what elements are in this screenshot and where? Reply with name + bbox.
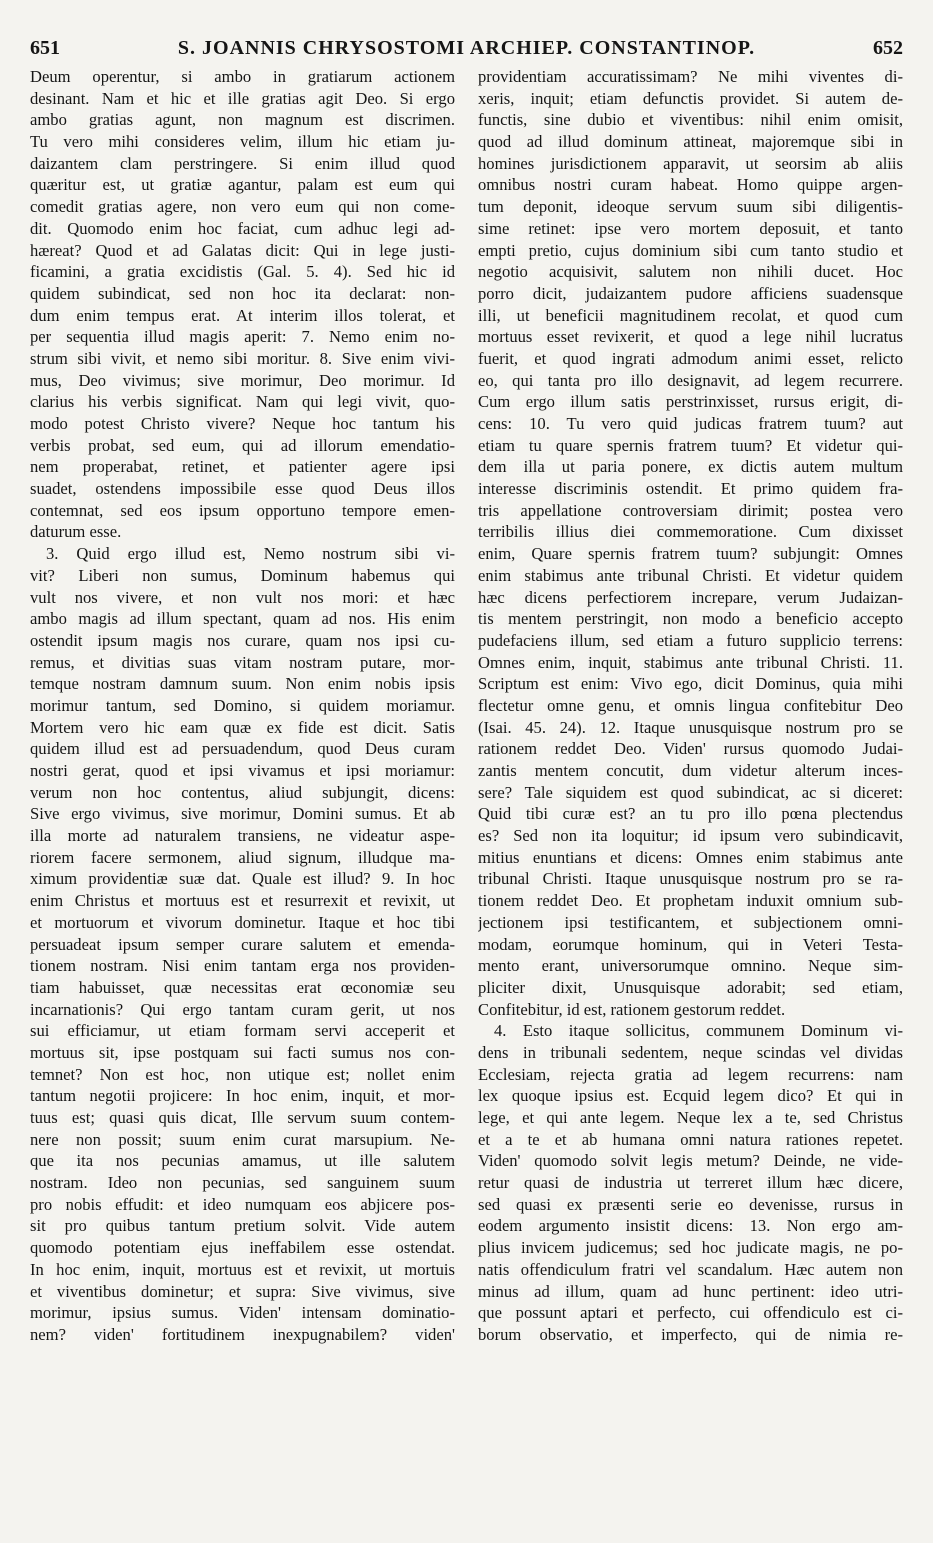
text-line: tantum negotii projicere: In hoc enim, inquit, et mor- bbox=[30, 1086, 455, 1106]
text-line: ximum providentiæ suæ dat. Quale est illud? 9. In hoc bbox=[30, 869, 455, 889]
text-line: ambo gratias agunt, non magnum est discrimen. bbox=[30, 110, 455, 130]
text-line: es? Sed non ita loquitur; id ipsum vero subindicavit, bbox=[478, 826, 903, 846]
text-line: etiam tu quare spernis fratrem tuum? Et videtur qui- bbox=[478, 435, 903, 455]
text-line: rationem reddet Deo. Viden' rursus quomodo Judai- bbox=[478, 739, 903, 759]
text-line: empti pretio, cujus dominium sibi cum tanto studio et bbox=[478, 240, 903, 260]
text-line: ficamini, a gratia excidistis (Gal. 5. 4). Sed hic id bbox=[30, 262, 455, 282]
text-line: mortuus sit, ipse postquam sui facti sumus nos con- bbox=[30, 1042, 455, 1062]
text-line: Confitebitur, id est, rationem gestorum reddet. bbox=[478, 999, 786, 1019]
text-line: Omnes enim, inquit, stabimus ante tribunal Christi. 11. bbox=[478, 652, 903, 672]
text-line: que ita nos pecunias amamus, ut ille salutem bbox=[30, 1151, 455, 1171]
text-line: dum enim tempus erat. At interim illos tolerat, et bbox=[30, 305, 455, 325]
page-number-right: 652 bbox=[873, 37, 903, 59]
text-line: ambo magis ad illum spectant, quam ad nos. His enim bbox=[30, 609, 455, 629]
text-line: verum non hoc contentus, aliud subjungit, dicens: bbox=[30, 782, 455, 802]
text-line: clarius his verbis significat. Nam qui legi vivit, quo- bbox=[30, 392, 455, 412]
text-line: functis, sine dubio et viventibus: nihil enim omisit, bbox=[478, 110, 903, 130]
text-line: persuadeat ipsum semper curare salutem et emenda- bbox=[30, 934, 455, 954]
text-line: omnibus nostri curam habeat. Homo quippe argen- bbox=[478, 175, 903, 195]
text-line: sui efficiamur, ut etiam formam servi acceperit et bbox=[30, 1021, 455, 1041]
text-line: minus ad illum, quam ad hunc pertinent: ideo utri- bbox=[478, 1281, 903, 1301]
text-line: et mortuorum et vivorum dominetur. Itaque et hoc tibi bbox=[30, 912, 455, 932]
text-line: daizantem clam perstringere. Si enim illud quod bbox=[30, 153, 455, 173]
text-line: morimur tantum, sed Domino, si quidem moriamur. bbox=[30, 695, 455, 715]
text-line: tris appellatione controversiam dirimit; postea vero bbox=[478, 500, 903, 520]
text-line: Ecclesiam, rejecta gratia ad legem recurrens: nam bbox=[478, 1064, 903, 1084]
text-line: quod ad illud dominum attineat, majoremque sibi in bbox=[478, 132, 903, 152]
text-line: cens: 10. Tu vero quid judicas fratrem tuum? aut bbox=[478, 414, 903, 433]
text-line: xeris, inquit; etiam defunctis providet. Si autem de- bbox=[478, 88, 903, 108]
text-line: flectetur omne genu, et omnis lingua confitebitur Deo bbox=[478, 695, 903, 715]
text-line: pro nobis effudit: et ideo numquam eos abjicere pos- bbox=[30, 1194, 455, 1214]
text-line: et a te et ab humana omni natura rationes repetet. bbox=[478, 1129, 903, 1149]
text-line: vult nos vivere, et non vult nos mori: et hæc bbox=[30, 587, 455, 607]
text-line: verbis probat, sed eum, qui ad illorum emendatio- bbox=[30, 435, 455, 455]
text-line: modo potest Christo vivere? Neque hoc tantum his bbox=[30, 414, 455, 433]
page-number-left: 651 bbox=[30, 37, 60, 59]
text-line: contemnat, sed eos ipsum opportuno tempore emen- bbox=[30, 500, 455, 520]
text-line: illi, ut beneficii magnitudinem recolat, et quod cum bbox=[478, 305, 903, 325]
text-line: interesse discriminis ostendit. Et primo quidem fra- bbox=[478, 479, 903, 499]
text-line: mitius enuntians et dicens: Omnes enim stabimus ante bbox=[478, 847, 903, 867]
text-line: Scriptum est enim: Vivo ego, dicit Dominus, quia mihi bbox=[478, 674, 903, 694]
text-line: remus, et divitias suas vitam nostram putare, mor- bbox=[30, 652, 455, 672]
text-line: providentiam accuratissimam? Ne mihi viventes di- bbox=[478, 67, 903, 86]
text-line: quidem subindicat, sed non hoc ita declarat: non- bbox=[30, 283, 455, 303]
text-line: lex quoque ipsius est. Ecquid legem dico? Et qui in bbox=[478, 1086, 903, 1106]
text-line: que possunt aptari et perfecto, cui offendiculo est ci- bbox=[478, 1303, 903, 1323]
text-line: tionem reddet Deo. Et prophetam induxit omnium sub- bbox=[478, 891, 903, 911]
text-line: daturum esse. bbox=[30, 522, 122, 542]
text-line: tis mentem perstringit, non modo a beneficio accepto bbox=[478, 609, 903, 629]
text-line: homines jurisdictionem apparavit, ut seorsim ab aliis bbox=[478, 153, 903, 173]
text-line: jectionem ipsi testificantem, et subjectionem omni- bbox=[478, 912, 903, 932]
running-header bbox=[30, 34, 903, 64]
text-line: sime retinet: ipse vero mortem deposuit, et tanto bbox=[478, 218, 903, 238]
text-line: sere? Tale siquidem est quod subindicat, ac si diceret: bbox=[478, 782, 903, 802]
text-line: nostri gerat, quod et ipsi vivamus et ipsi moriamur: bbox=[30, 761, 455, 780]
text-line: comedit gratias agere, non vero eum qui non come- bbox=[30, 197, 455, 217]
text-line: Deum operentur, si ambo in gratiarum actionem bbox=[30, 67, 455, 86]
text-line: sed quasi ex præsenti serie eo devenisse, rursus in bbox=[478, 1194, 903, 1214]
text-line: eodem argumento insistit dicens: 13. Non ergo am- bbox=[478, 1216, 903, 1236]
text-line: tum deponit, ideoque servum suum sibi diligentis- bbox=[478, 197, 903, 217]
left-column bbox=[30, 66, 455, 1346]
text-line: lege, et qui ante legem. Neque lex a te, sed Christus bbox=[478, 1108, 903, 1127]
text-line: hæreat? Quod et ad Galatas dicit: Qui in lege justi- bbox=[30, 240, 455, 260]
text-line: sit pro quibus tantum pretium solvit. Vide autem bbox=[30, 1216, 455, 1236]
text-line: natis offendiculum fratri vel scandalum. Hæc autem non bbox=[478, 1259, 903, 1279]
text-line: et viventibus dominetur; et supra: Sive vivimus, sive bbox=[30, 1281, 455, 1301]
text-line: retur quasi de industria ut terreret illum hæc dicere, bbox=[478, 1173, 903, 1193]
text-line: hæc dicens perfectiorem increpare, verum Judaizan- bbox=[478, 587, 903, 607]
text-line: (Isai. 45. 24). 12. Itaque unusquisque nostrum pro se bbox=[478, 717, 903, 737]
right-column bbox=[478, 66, 903, 1346]
text-line: nostram. Ideo non pecunias, sed sanguinem suum bbox=[30, 1173, 455, 1193]
text-line: quidem illud est ad persuadendum, quod Deus curam bbox=[30, 739, 455, 759]
text-line: desinant. Nam et hic et ille gratias agit Deo. Si ergo bbox=[30, 88, 455, 108]
text-line: dens in tribunali sedentem, neque scindas vel dividas bbox=[478, 1042, 903, 1062]
text-line: nem properabat, retinet, et patienter agere ipsi bbox=[30, 457, 455, 477]
text-line: nem? viden' fortitudinem inexpugnabilem? viden' bbox=[30, 1324, 455, 1344]
text-line: vit? Liberi non sumus, Dominum habemus qui bbox=[30, 565, 455, 585]
text-line: modam, eorumque hominum, qui in Veteri Testa- bbox=[478, 934, 903, 954]
text-line: enim Christus et mortuus est et resurrexit et revixit, ut bbox=[30, 891, 455, 911]
text-line: strum sibi vivit, et nemo sibi moritur. 8. Sive enim vivi- bbox=[30, 348, 455, 368]
text-line: Cum ergo illum satis perstrinxisset, rursus erigit, di- bbox=[478, 392, 903, 412]
text-line: mortuus esset revixerit, et quod a lege nihil lucratus bbox=[478, 327, 903, 347]
text-line: Quid tibi curæ est? an tu pro illo pœna plectendus bbox=[478, 804, 903, 824]
text-line: ostendit ipsum magis nos curare, quam nos ipsi cu- bbox=[30, 630, 455, 650]
text-line: Mortem vero hic eam quæ ex fide est dicit. Satis bbox=[30, 717, 455, 737]
running-title: S. JOANNIS CHRYSOSTOMI ARCHIEP. CONSTANTINOP. bbox=[177, 37, 756, 59]
text-line: mus, Deo vivimus; sive morimur, Deo morimur. Id bbox=[30, 370, 455, 390]
text-line: Tu vero mihi consideres velim, illum hic etiam ju- bbox=[30, 132, 455, 152]
text-line: pudefaciens illum, sed etiam a futuro supplicio terrens: bbox=[478, 630, 903, 650]
text-line: temnet? Non est hoc, non utique est; nollet enim bbox=[30, 1064, 455, 1084]
text-line: tionem nostram. Nisi enim tantam erga nos providen- bbox=[30, 956, 455, 976]
text-line: Sive ergo vivimus, sive morimur, Domini sumus. Et ab bbox=[30, 804, 455, 824]
text-line: per sequentia illud magis aperit: 7. Nemo enim no- bbox=[30, 327, 455, 347]
text-line: pliciter dixit, Unusquisque adorabit; sed etiam, bbox=[478, 977, 903, 997]
text-line: incarnationis? Qui ergo tantam curam gerit, ut nos bbox=[30, 999, 455, 1019]
text-line: mento erant, universorumque omnino. Neque sim- bbox=[478, 956, 903, 976]
text-line: terribilis illius diei commemoratione. Cum dixisset bbox=[478, 522, 903, 542]
text-line: negotio acquisivit, salutem non nihili ducet. Hoc bbox=[478, 262, 903, 282]
text-line: In hoc enim, inquit, mortuus est et revixit, ut mortuis bbox=[30, 1259, 455, 1279]
text-line: Viden' quomodo solvit legis metum? Deinde, ne vide- bbox=[478, 1151, 903, 1171]
text-line: plius invicem judicemus; sed hoc judicate magis, ne po- bbox=[478, 1238, 903, 1258]
text-line: temque nostram damnum suum. Non enim nobis ipsis bbox=[30, 674, 455, 694]
text-line: zantis mentem concutit, dum videtur alterum inces- bbox=[478, 761, 903, 780]
text-line: suadet, ostendens impossibile esse quod Deus illos bbox=[30, 479, 455, 499]
text-line: tuus est; quasi quis dicat, Ille servum suum contem- bbox=[30, 1108, 455, 1127]
text-line: quomodo potentiam ejus ineffabilem esse ostendat. bbox=[30, 1238, 455, 1258]
text-line: enim, Quare spernis fratrem tuum? subjungit: Omnes bbox=[478, 544, 903, 564]
text-line: quæritur est, ut gratiæ agantur, palam est eum qui bbox=[30, 175, 455, 195]
text-line: 3. Quid ergo illud est, Nemo nostrum sibi vi- bbox=[46, 544, 455, 564]
text-line: eo, qui tanta pro illo designavit, ad legem recurrere. bbox=[478, 370, 903, 390]
text-line: dit. Quomodo enim hoc faciat, cum adhuc legi ad- bbox=[30, 218, 455, 238]
text-line: tiam habuisset, quæ necessitas erat œconomiæ seu bbox=[30, 977, 455, 997]
text-line: porro dicit, judaizantem pudore afficiens suadensque bbox=[478, 283, 903, 303]
text-line: 4. Esto itaque sollicitus, communem Dominum vi- bbox=[494, 1021, 903, 1041]
text-line: fuerit, et quod ingrati admodum animi esset, relicto bbox=[478, 348, 903, 368]
text-line: riorem facere sermonem, aliud signum, illudque ma- bbox=[30, 847, 455, 867]
text-line: dem illa ut paria ponere, ex dictis autem multum bbox=[478, 457, 903, 477]
text-line: nere non possit; suum enim curat marsupium. Ne- bbox=[30, 1129, 455, 1149]
text-line: tribunal Christi. Itaque unusquisque nostrum pro se ra- bbox=[478, 869, 903, 889]
text-line: borum observatio, et imperfecto, qui de nimia re- bbox=[478, 1324, 903, 1344]
text-line: morimur, ipsius sumus. Viden' intensam dominatio- bbox=[30, 1303, 455, 1323]
text-line: enim stabimus ante tribunal Christi. Et videtur quidem bbox=[478, 565, 903, 585]
text-line: illa morte ad naturalem transiens, ne videatur aspe- bbox=[30, 826, 455, 846]
